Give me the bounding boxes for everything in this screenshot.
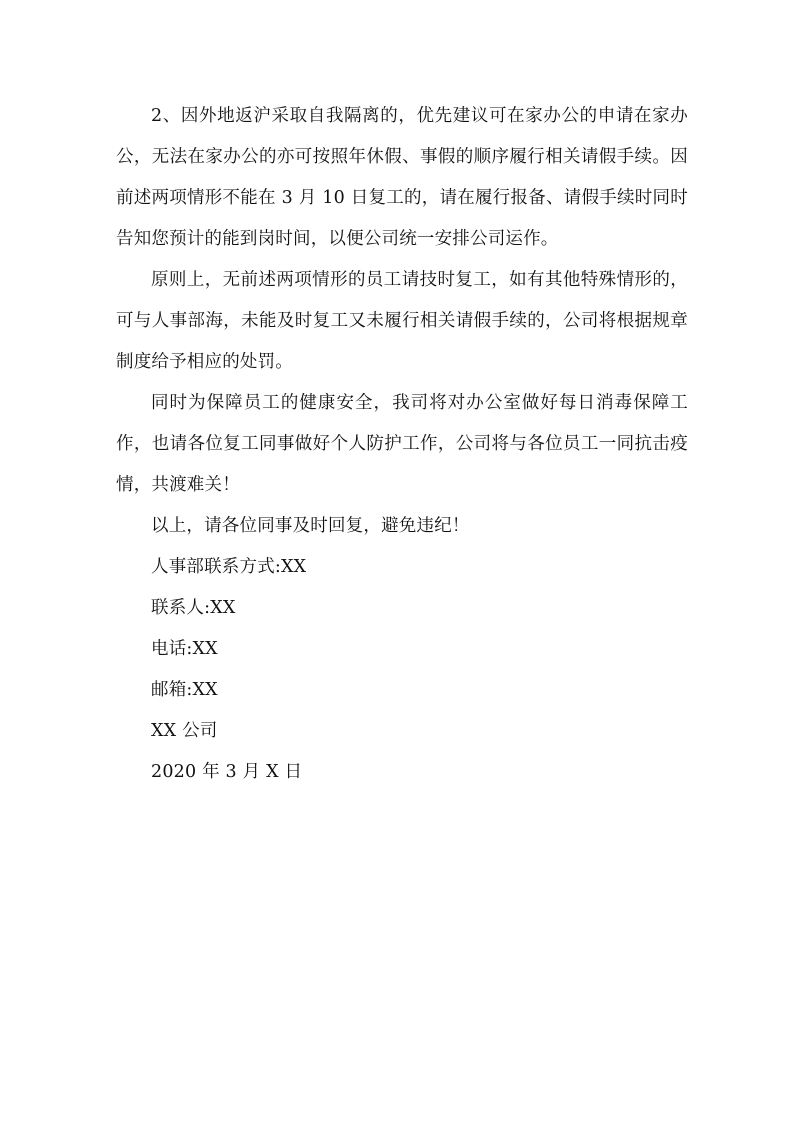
contact-person-line: 联系人:XX <box>151 598 236 618</box>
email-line: 邮箱:XX <box>151 680 218 700</box>
document-body <box>116 96 688 793</box>
paragraph-reply-request: 以上，请各位同事及时回复，避免违纪！ <box>151 516 470 536</box>
paragraph-self-isolation: 2、因外地返沪采取自我隔离的，优先建议可在家办公的申请在家办公，无法在家办公的亦可按照年休假、事假的顺序履行相关请假手续。因前述两项情形不能在 3 月 10 日复工的，请在履行报备、请假手续时同时告知您预计的能到岗时间，以便公司统一安排公司运作。 <box>116 106 688 249</box>
hr-contact-line: 人事部联系方式:XX <box>151 557 307 577</box>
paragraph-health-safety: 同时为保障员工的健康安全，我司将对办公室做好每日消毒保障工作，也请各位复工同事做好个人防护工作，公司将与各位员工一同抗击疫情，共渡难关！ <box>116 393 688 495</box>
company-name: XX 公司 <box>151 721 218 741</box>
phone-line: 电话:XX <box>151 639 218 659</box>
paragraph-return-principle: 原则上，无前述两项情形的员工请技时复工，如有其他特殊情形的，可与人事部海，未能及时复工又未履行相关请假手续的，公司将根据规章制度给予相应的处罚。 <box>116 270 688 372</box>
document-date: 2020 年 3 月 X 日 <box>151 762 303 782</box>
